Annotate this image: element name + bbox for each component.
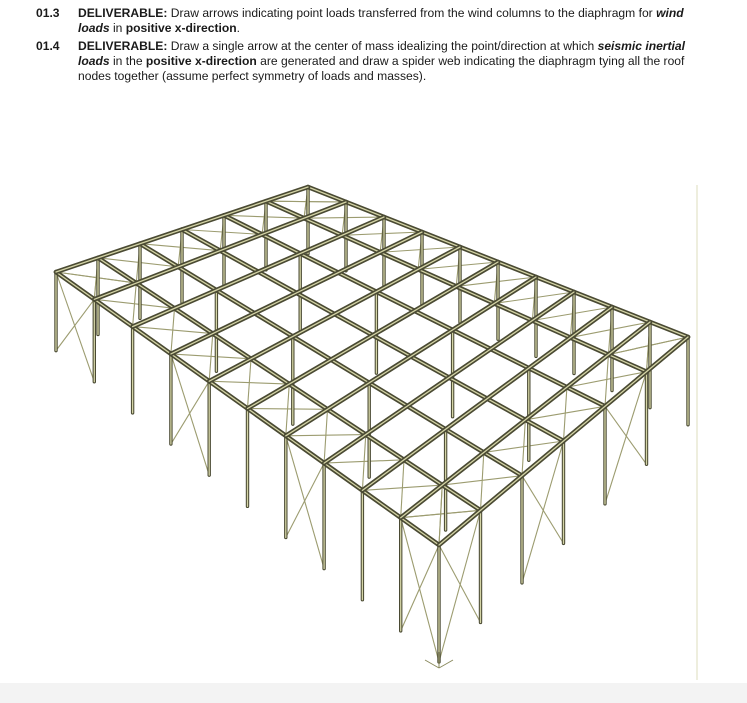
brace (522, 441, 564, 583)
emphasis-text: wind loads (78, 6, 684, 36)
emphasis-text: seismic inertial loads (78, 38, 685, 68)
deliverable-label: DELIVERABLE: (78, 38, 168, 53)
brace (171, 381, 209, 444)
brace (439, 485, 442, 545)
brace (133, 283, 137, 327)
brace (401, 545, 439, 631)
brace (286, 463, 324, 537)
deliverable-item-01-3 (36, 6, 716, 37)
roof-beam-short-highlight (362, 307, 612, 490)
brace (286, 384, 289, 436)
brace (362, 435, 365, 491)
brace (439, 510, 481, 662)
brace (439, 545, 481, 622)
item-text: DELIVERABLE: Draw a single arrow at the center of mass idealizing the point/direction at which seismic inertial loads in the positive x-direction are generated and draw a spider web indicating the diaphragm tying all the roof nodes together (assume perfect symmetry of loads and masses). (78, 38, 685, 84)
roof-beam-short (401, 322, 650, 518)
brace (522, 420, 525, 476)
deliverable-item-01-4 (36, 39, 716, 85)
brace (605, 355, 608, 407)
direction-text: positive x-direction (145, 53, 257, 68)
y-axis-line (425, 660, 439, 668)
brace (171, 308, 175, 354)
axis-triad-icon (425, 652, 453, 668)
roof-beam-short (362, 307, 612, 490)
brace (564, 387, 567, 441)
brace (171, 354, 209, 475)
brace (286, 436, 324, 569)
brace (401, 460, 404, 518)
page-bottom-band (0, 683, 747, 703)
brace (481, 452, 484, 510)
brace (605, 406, 647, 464)
deliverable-list (36, 6, 716, 86)
frame-3d-drawing (40, 175, 705, 680)
item-number: 01.4 (36, 38, 60, 53)
deliverable-label: DELIVERABLE: (78, 6, 168, 20)
item-number: 01.3 (36, 6, 60, 20)
direction-text: positive x-direction (125, 21, 237, 36)
brace (324, 409, 327, 463)
item-text: DELIVERABLE: Draw arrows indicating point loads transferred from the wind columns to the diaphragm for wind loads in positive x-direction. (78, 6, 684, 36)
structural-frame-figure (40, 175, 705, 680)
brace (56, 299, 94, 350)
x-axis-line (439, 660, 453, 668)
brace (209, 334, 213, 382)
roof-beam-group (56, 187, 688, 545)
brace (248, 359, 252, 409)
roof-beam-short-highlight (401, 322, 650, 518)
brace (522, 476, 564, 544)
